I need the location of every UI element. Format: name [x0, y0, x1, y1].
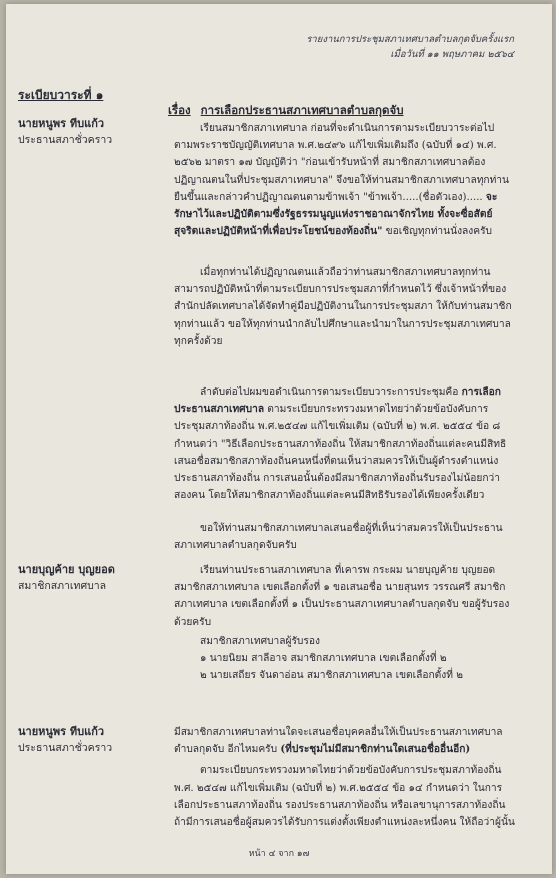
paragraph-nominate-request: ขอให้ท่านสมาชิกสภาเทศบาลเสนอชื่อผู้ที่เห็นว่าสมควรให้เป็นประธานสภาเทศบาลตำบลกุดจับครับ — [174, 523, 503, 552]
title-text: การเลือกประธานสภาเทศบาลตำบลกุดจับ — [200, 103, 404, 117]
paragraph-rule-14: ตามระเบียบกระทรวงมหาดไทยว่าด้วยข้อบังคับการประชุมสภาท้องถิ่น พ.ศ. ๒๕๔๗ แก้ไขเพิ่มเติม (ฉบับที่ ๒) พ.ศ.๒๕๕๔ ข้อ ๑๔ กำหนดว่า ในการเลือกประธานสภาท้องถิ่น รองประธานสภาท้องถิ่น หรือเลขานุการสภาท้องถิ่น ถ้ามีการเสนอชื่อผู้สมควรได้รับการแต่งตั้งเพียงตำแหน่งละหนึ่งคน ให้ถือว่าผู้นั้น — [174, 765, 515, 829]
emphasis-text: (ที่ประชุมไม่มีสมาชิกท่านใดเสนอชื่ออื่นอีก) — [280, 743, 471, 756]
title-label: เรื่อง — [168, 103, 191, 117]
speaker-role: สมาชิกสภาเทศบาล — [18, 580, 107, 592]
seconder-list — [174, 650, 516, 684]
paragraph-manual: เมื่อทุกท่านได้ปฏิญาณตนแล้วถือว่าท่านสมาชิกสภาเทศบาลทุกท่าน สามารถปฏิบัติหน้าที่ตามระเบียบการประชุมสภาที่กำหนดไว้ ซึ่งเจ้าหน้าที่ของสำนักปลัดเทศบาลได้จัดทำคู่มือปฏิบัติงานในการประชุมสภา ให้กับท่านสมาชิกทุกท่านแล้ว ขอให้ทุกท่านนำกลับไปศึกษาและนำมาในการประชุมสภาเทศบาลทุกครั้งด้วย — [174, 267, 512, 347]
document-page — [6, 4, 552, 874]
speaker-name: นายหนูพร ทีบแก้ว — [18, 117, 105, 130]
body-block-2 — [174, 264, 516, 350]
text: เรียนสมาชิกสภาเทศบาล ก่อนที่จะดำเนินการตามระเบียบวาระต่อไป ตามพระราชบัญญัติเทศบาล พ.ศ.๒๔๙๖ แก้ไขเพิ่มเติมถึง (ฉบับที่ ๑๔) พ.ศ. ๒๕๖๒ มาตรา ๑๗ บัญญัติว่า "ก่อนเข้ารับหน้าที่ สมาชิกสภาเทศบาลต้องปฏิญาณตนในที่ประชุมสภาเทศบาล" จึงขอให้ท่านสมาชิกสภาเทศบาลทุกท่านยืนขึ้นและกล่าวคำปฏิญาณตนตามข้าพเจ้า "ข้าพเจ้า.....(ชื่อตัวเอง)..... — [174, 123, 509, 203]
body-block-6 — [174, 724, 516, 831]
speaker-3 — [18, 724, 168, 756]
paragraph-nomination: เรียนท่านประธานสภาเทศบาล ที่เคารพ กระผม นายบุญค้าย บุญยอด สมาชิกสภาเทศบาล เขตเลือกตั้งที่ ๑ ขอเสนอชื่อ นายสุนทร วรรณศรี สมาชิกสภาเทศบาล เขตเลือกตั้งที่ ๑ เป็นประธานสภาเทศบาลตำบลกุดจับ ขอผู้รับรองด้วยครับ — [174, 565, 510, 628]
list-item: ๑ นายนิยม สาลีอาจ สมาชิกสภาเทศบาล เขตเลือกตั้งที่ ๒ — [200, 653, 447, 665]
text: ลำดับต่อไปผมขอดำเนินการตามระเบียบวาระการประชุมคือ — [200, 387, 462, 398]
header-line-1: รายงานการประชุมสภาเทศบาลตำบลกุดจับครั้งแรก — [306, 34, 514, 45]
speaker-name: นายหนูพร ทีบแก้ว — [18, 725, 105, 738]
document-header — [306, 32, 514, 62]
speaker-1 — [18, 116, 168, 148]
speaker-role: ประธานสภาชั่วคราว — [18, 134, 113, 146]
oath-text: จะรักษาไว้และปฏิบัติตามซึ่งรัฐธรรมนูญแห่งราชอาณาจักรไทย ทั้งจะซื่อสัตย์สุจริตและปฏิบัติหน้าที่เพื่อประโยชน์ของท้องถิ่น" — [174, 190, 498, 238]
paragraph-election-rule — [174, 384, 516, 504]
paragraph-oath — [174, 120, 516, 240]
list-item: ๒ นายเสถียร จันดาอ่อน สมาชิกสภาเทศบาล เขตเลือกตั้งที่ ๒ — [200, 670, 463, 682]
body-block-1 — [174, 120, 516, 240]
body-block-4 — [174, 520, 516, 554]
speaker-2 — [18, 562, 168, 594]
text: มีสมาชิกสภาเทศบาลท่านใดจะเสนอชื่อบุคคลอื่นให้เป็นประธานสภาเทศบาลตำบลกุดจับ อีกไหมครับ — [174, 727, 503, 756]
paragraph-other-nominees — [174, 724, 516, 758]
speaker-name: นายบุญค้าย บุญยอด — [18, 563, 115, 576]
agenda-label: ระเบียบวาระที่ ๑ — [18, 88, 104, 102]
emphasis-text: การเลือกประธานสภาเทศบาล — [174, 386, 501, 416]
page-number: หน้า ๔ จาก ๑๗ — [248, 849, 310, 859]
text: ขอเชิญทุกท่านนั่งลงครับ — [382, 226, 493, 238]
body-block-5 — [174, 562, 516, 684]
header-line-2: เมื่อวันที่ ๑๑ พฤษภาคม ๒๕๖๔ — [390, 49, 514, 60]
text: ตามระเบียบกระทรวงมหาดไทยว่าด้วยข้อบังคับการประชุมสภาท้องถิ่น พ.ศ.๒๕๔๗ แก้ไขเพิ่มเติม (ฉบับที่ ๒) พ.ศ. ๒๕๕๔ ข้อ ๘ กำหนดว่า "วิธีเลือกประธานสภาท้องถิ่น ให้สมาชิกสภาท้องถิ่นแต่ละคนมีสิทธิเสนอชื่อสมาชิกสภาท้องถิ่นคนหนึ่งที่ตนเห็นว่าสมควรให้เป็นผู้ดำรงตำแหน่งประธานสภาท้องถิ่น การเสนอนั้นต้องมีสมาชิกสภาท้องถิ่นรับรองไม่น้อยกว่าสองคน โดยให้สมาชิกสภาท้องถิ่นแต่ละคนมีสิทธิรับรองได้เพียงครั้งเดียว — [174, 404, 507, 502]
paragraph-seconders: สมาชิกสภาเทศบาลผู้รับรอง — [200, 635, 320, 647]
body-block-3 — [174, 384, 516, 504]
agenda-title — [168, 102, 404, 120]
speaker-role: ประธานสภาชั่วคราว — [18, 742, 113, 754]
